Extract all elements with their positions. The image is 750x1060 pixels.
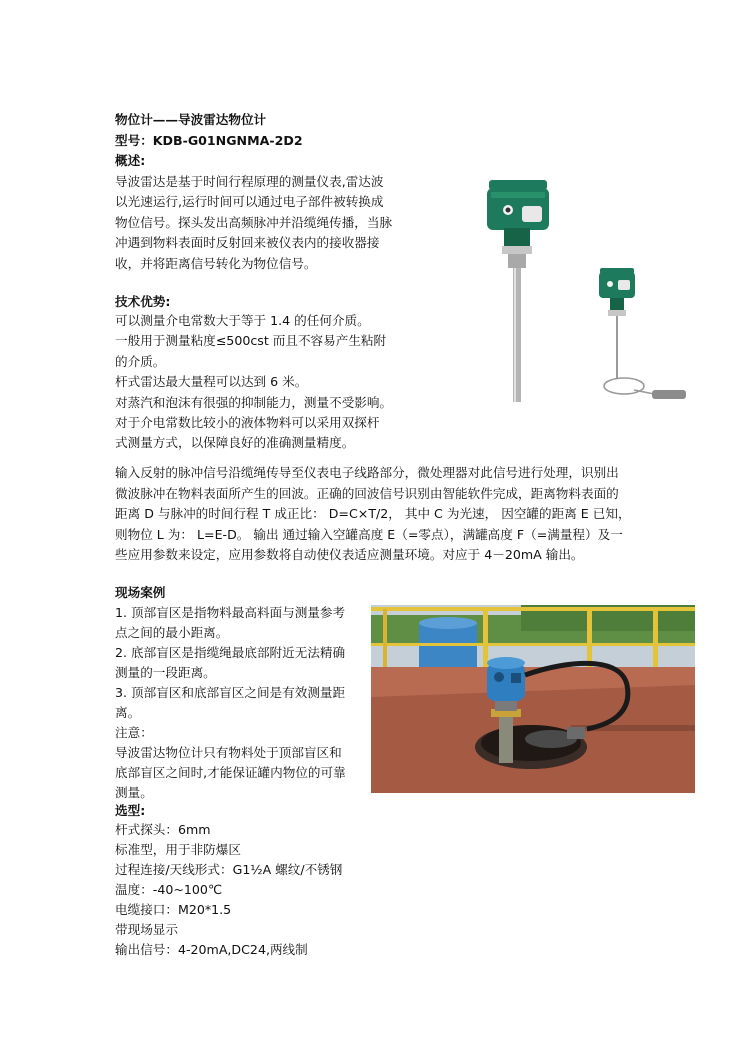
- overview-line: 以光速运行,运行时间可以通过电子部件被转换成: [115, 194, 384, 209]
- case-line: 离。: [115, 705, 141, 720]
- advantage-line: 对蒸汽和泡沫有很强的抑制能力，测量不受影响。: [115, 395, 393, 410]
- advantage-line: 式测量方式，以保障良好的准确测量精度。: [115, 435, 355, 450]
- document-title: 物位计——导波雷达物位计: [115, 112, 267, 127]
- overview-line: 物位信号。探头发出高频脉冲并沿缆绳传播，当脉: [115, 215, 393, 230]
- cases-heading: 现场案例: [115, 585, 166, 600]
- case-line: 底部盲区之间时,才能保证罐内物位的可靠: [115, 765, 346, 780]
- selection-line: 标准型，用于非防爆区: [115, 842, 241, 857]
- advantage-line: 的介质。: [115, 354, 166, 369]
- case-line: 点之间的最小距离。: [115, 625, 229, 640]
- overview-heading: 概述:: [115, 153, 146, 168]
- note-label: 注意：: [115, 725, 153, 740]
- case-line: 测量。: [115, 785, 153, 800]
- selection-line: 电缆接口：M20*1.5: [115, 902, 232, 917]
- case-line: 导波雷达物位计只有物料处于顶部盲区和: [115, 745, 342, 760]
- selection-line: 带现场显示: [115, 922, 178, 937]
- case-line: 2. 底部盲区是指缆绳最底部附近无法精确: [115, 645, 346, 660]
- selection-line: 过程连接/天线形式：G1½A 螺纹/不锈钢: [115, 862, 343, 877]
- advantages-heading: 技术优势:: [115, 294, 171, 309]
- overview-line: 收，并将距离信号转化为物位信号。: [115, 256, 317, 271]
- advantage-line: 可以测量介电常数大于等于 1.4 的任何介质。: [115, 313, 370, 328]
- case-line: 测量的一段距离。: [115, 665, 216, 680]
- selection-line: 杆式探头：6mm: [115, 822, 211, 837]
- selection-line: 温度：-40~100℃: [115, 882, 223, 897]
- overview-line: 冲遇到物料表面时反射回来被仪表内的接收器接: [115, 235, 380, 250]
- overview-line: 导波雷达是基于时间行程原理的测量仪表,雷达波: [115, 174, 384, 189]
- selection-heading: 选型:: [115, 803, 146, 818]
- principle-line: 微波脉冲在物料表面所产生的回波。正确的回波信号识别由智能软件完成，距离物料表面的: [115, 486, 619, 501]
- advantage-line: 对于介电常数比较小的液体物料可以采用双探杆: [115, 415, 380, 430]
- case-line: 3. 顶部盲区和底部盲区之间是有效测量距: [115, 685, 346, 700]
- principle-line: 输入反射的脉冲信号沿缆绳传导至仪表电子线路部分，微处理器对此信号进行处理，识别出: [115, 465, 619, 480]
- principle-line: 距离 D 与脉冲的时间行程 T 成正比： D=C×T/2， 其中 C 为光速， 因空罐的距离 E 已知，: [115, 506, 631, 521]
- case-line: 1. 顶部盲区是指物料最高料面与测量参考: [115, 605, 346, 620]
- advantage-line: 一般用于测量粘度≤500cst 而且不容易产生粘附: [115, 333, 387, 348]
- field-installation-photo: [371, 605, 695, 793]
- selection-line: 输出信号：4-20mA,DC24,两线制: [115, 942, 308, 957]
- product-photo: [412, 172, 698, 420]
- principle-line: 些应用参数来设定，应用参数将自动使仪表适应测量环境。对应于 4－20mA 输出。: [115, 547, 584, 562]
- advantage-line: 杆式雷达最大量程可以达到 6 米。: [115, 374, 308, 389]
- principle-line: 则物位 L 为： L=E-D。 输出 通过输入空罐高度 E（=零点），满罐高度 F（=满量程）及一: [115, 527, 623, 542]
- model-number: 型号：KDB-G01NGNMA-2D2: [115, 133, 303, 148]
